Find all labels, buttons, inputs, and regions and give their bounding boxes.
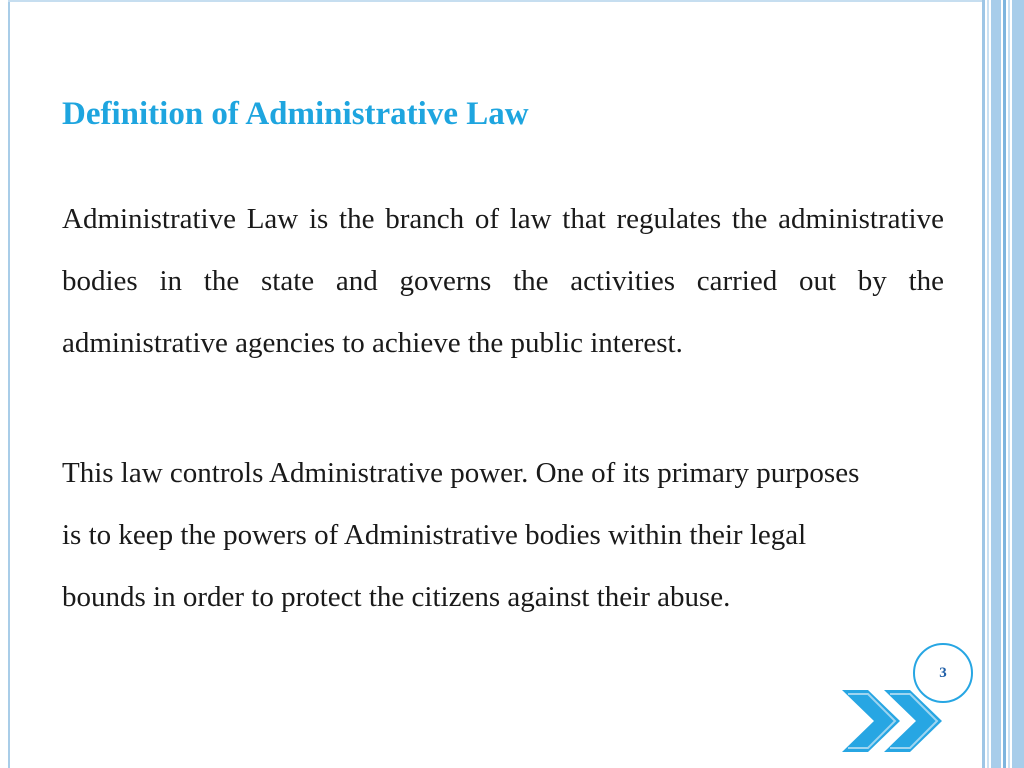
slide-title: Definition of Administrative Law	[62, 96, 529, 132]
right-stripe	[982, 0, 985, 768]
page-number: 3	[939, 664, 947, 681]
right-stripe	[1003, 0, 1006, 768]
definition-paragraph: Administrative Law is the branch of law that regulates the administrative bodies in the state and governs the activities carried out by the administrative agencies to achieve the public interest.	[62, 203, 944, 359]
right-stripe	[987, 0, 989, 768]
left-border	[8, 0, 10, 768]
double-chevron-right-icon[interactable]	[838, 688, 950, 754]
right-stripe	[1008, 0, 1010, 768]
top-border	[8, 0, 984, 2]
right-stripe	[991, 0, 1001, 768]
right-stripe	[1012, 0, 1024, 768]
purpose-paragraph: This law controls Administrative power. One of its primary purposes is to keep the powers of Administrative bodies within their legal bounds in order to protect the citizens against their abuse.	[62, 457, 860, 613]
